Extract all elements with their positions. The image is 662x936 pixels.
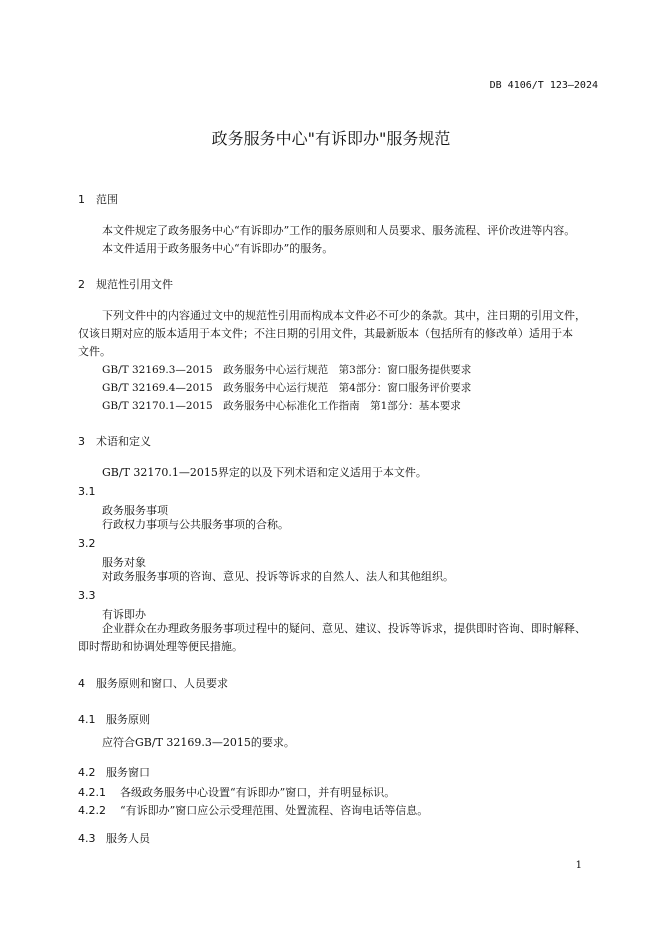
reference-code: GB/T 32169.4—2015 xyxy=(102,382,213,394)
reference-title: 政务服务中心标准化工作指南 第1部分：基本要求 xyxy=(223,400,461,412)
reference-code: GB/T 32170.1—2015 xyxy=(102,400,213,412)
document-code: DB 4106/T 123—2024 xyxy=(489,80,598,91)
page-title: 政务服务中心"有诉即办"服务规范 xyxy=(211,129,451,148)
section-3-heading: 3 术语和定义 xyxy=(78,435,151,448)
clause-text: “有诉即办”窗口应公示受理范围、处置流程、咨询电话等信息。 xyxy=(120,804,429,817)
section-1-heading: 1 范围 xyxy=(78,193,118,206)
page-number: 1 xyxy=(575,860,582,871)
term-definition: 对政务服务事项的咨询、意见、投诉等诉求的自然人、法人和其他组织。 xyxy=(102,570,454,583)
section-4-2-heading: 4.2 服务窗口 xyxy=(78,766,150,779)
section-4-heading: 4 服务原则和窗口、人员要求 xyxy=(78,677,228,690)
clause-number: 4.2.2 xyxy=(78,804,106,817)
section-2-heading: 2 规范性引用文件 xyxy=(78,278,173,291)
term-definition: 行政权力事项与公共服务事项的合称。 xyxy=(102,518,289,531)
reference-item xyxy=(102,398,461,413)
clause-text: 各级政务服务中心设置“有诉即办”窗口，并有明显标识。 xyxy=(120,786,396,799)
section-4-1-text: 应符合GB/T 32169.3—2015的要求。 xyxy=(102,736,295,749)
reference-title: 政务服务中心运行规范 第3部分：窗口服务提供要求 xyxy=(223,364,472,376)
section-2-paragraph-line-1: 下列文件中的内容通过文中的规范性引用而构成本文件必不可少的条款。其中，注日期的引用文件， xyxy=(102,309,586,322)
section-4-3-heading: 4.3 服务人员 xyxy=(78,832,150,845)
term-number: 3.2 xyxy=(78,537,96,550)
section-2-paragraph-line-2: 仅该日期对应的版本适用于本文件；不注日期的引用文件，其最新版本（包括所有的修改单）适用于本 xyxy=(78,327,573,340)
section-1-paragraph-1: 本文件规定了政务服务中心“有诉即办”工作的服务原则和人员要求、服务流程、评价改进等内容。 xyxy=(102,224,576,237)
term-name: 政务服务事项 xyxy=(102,504,168,517)
reference-code: GB/T 32169.3—2015 xyxy=(102,364,213,376)
reference-item xyxy=(102,362,471,377)
reference-item xyxy=(102,380,471,395)
clause-item xyxy=(78,784,395,802)
section-3-intro: GB/T 32170.1—2015界定的以及下列术语和定义适用于本文件。 xyxy=(102,466,427,479)
reference-title: 政务服务中心运行规范 第4部分：窗口服务评价要求 xyxy=(223,382,472,394)
section-4-1-heading: 4.1 服务原则 xyxy=(78,713,150,726)
clause-item xyxy=(78,802,428,820)
term-definition-line-2: 即时帮助和协调处理等便民措施。 xyxy=(78,640,243,653)
term-number: 3.3 xyxy=(78,589,96,602)
term-number: 3.1 xyxy=(78,485,96,498)
section-2-paragraph-line-3: 文件。 xyxy=(78,345,111,358)
term-definition-line-1: 企业群众在办理政务服务事项过程中的疑问、意见、建议、投诉等诉求，提供即时咨询、即时解释、 xyxy=(102,622,586,635)
term-name: 服务对象 xyxy=(102,556,146,569)
clause-number: 4.2.1 xyxy=(78,786,106,799)
section-1-paragraph-2: 本文件适用于政务服务中心“有诉即办”的服务。 xyxy=(102,242,334,255)
term-name: 有诉即办 xyxy=(102,608,146,621)
